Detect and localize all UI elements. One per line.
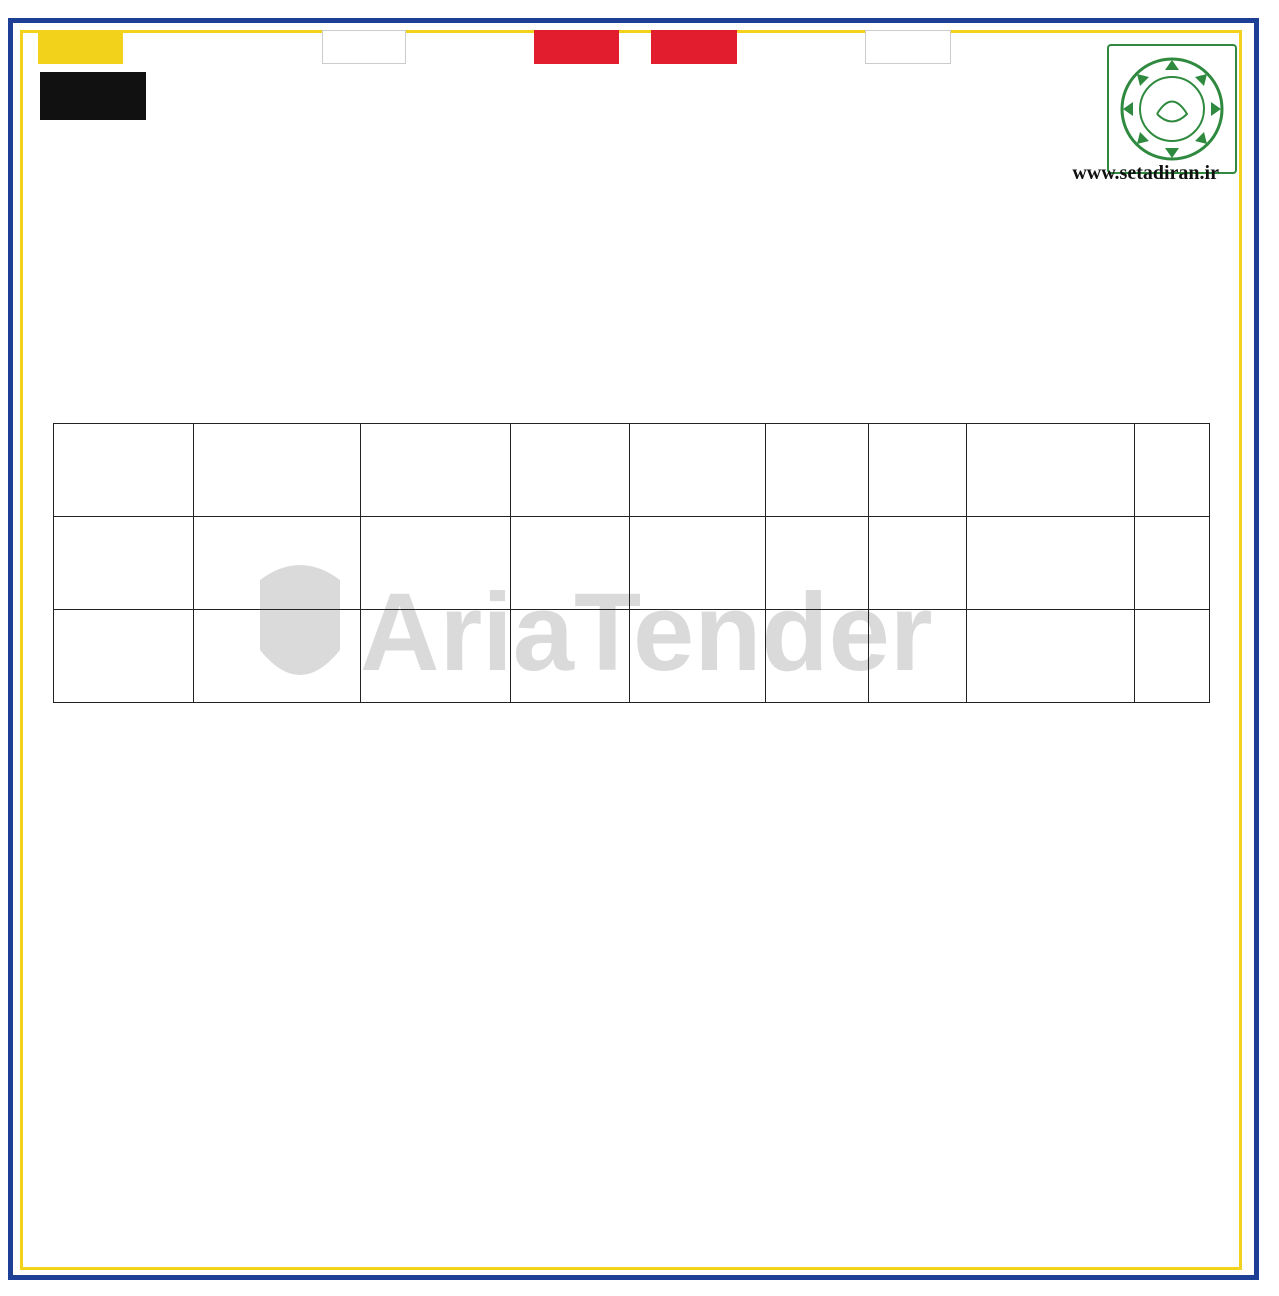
cell-deposit — [54, 517, 194, 610]
intro-paragraph — [48, 160, 1219, 188]
table-header-row — [54, 424, 1210, 517]
col-specs — [630, 424, 766, 517]
red-color-bar — [651, 30, 737, 64]
cell-subject — [966, 610, 1134, 703]
cell-area — [765, 610, 868, 703]
table-row — [54, 517, 1210, 610]
col-deposit — [54, 424, 194, 517]
col-subject — [966, 424, 1134, 517]
cell-usage — [868, 517, 966, 610]
table-row — [54, 610, 1210, 703]
cell-specs — [630, 517, 766, 610]
cell-annual-base-price — [194, 517, 361, 610]
watermark-text: AriaTender — [360, 571, 933, 694]
col-lease-year — [510, 424, 630, 517]
setadiran-link[interactable]: www.setadiran.ir — [1072, 162, 1219, 184]
cell-row-number — [1135, 610, 1210, 703]
yellow-color-bar — [38, 30, 123, 64]
white-color-bar — [865, 30, 951, 64]
municipality-seal-icon — [1117, 54, 1227, 164]
cell-monthly-base-price — [360, 517, 510, 610]
cell-annual-base-price — [194, 610, 361, 703]
cell-lease-year — [510, 610, 630, 703]
auction-table — [53, 423, 1210, 703]
cell-monthly-base-price — [360, 610, 510, 703]
col-usage — [868, 424, 966, 517]
municipality-logo — [1107, 44, 1237, 174]
cell-deposit — [54, 610, 194, 703]
page-title — [290, 86, 980, 146]
col-monthly-base-price — [360, 424, 510, 517]
cell-specs — [630, 610, 766, 703]
cell-lease-year — [510, 517, 630, 610]
cell-subject — [966, 517, 1134, 610]
nobat-badge — [40, 72, 146, 120]
white-color-bar — [322, 30, 406, 64]
col-area — [765, 424, 868, 517]
red-color-bar — [534, 30, 619, 64]
col-row-number — [1135, 424, 1210, 517]
cell-area — [765, 517, 868, 610]
col-annual-base-price — [194, 424, 361, 517]
cell-row-number — [1135, 517, 1210, 610]
cell-usage — [868, 610, 966, 703]
